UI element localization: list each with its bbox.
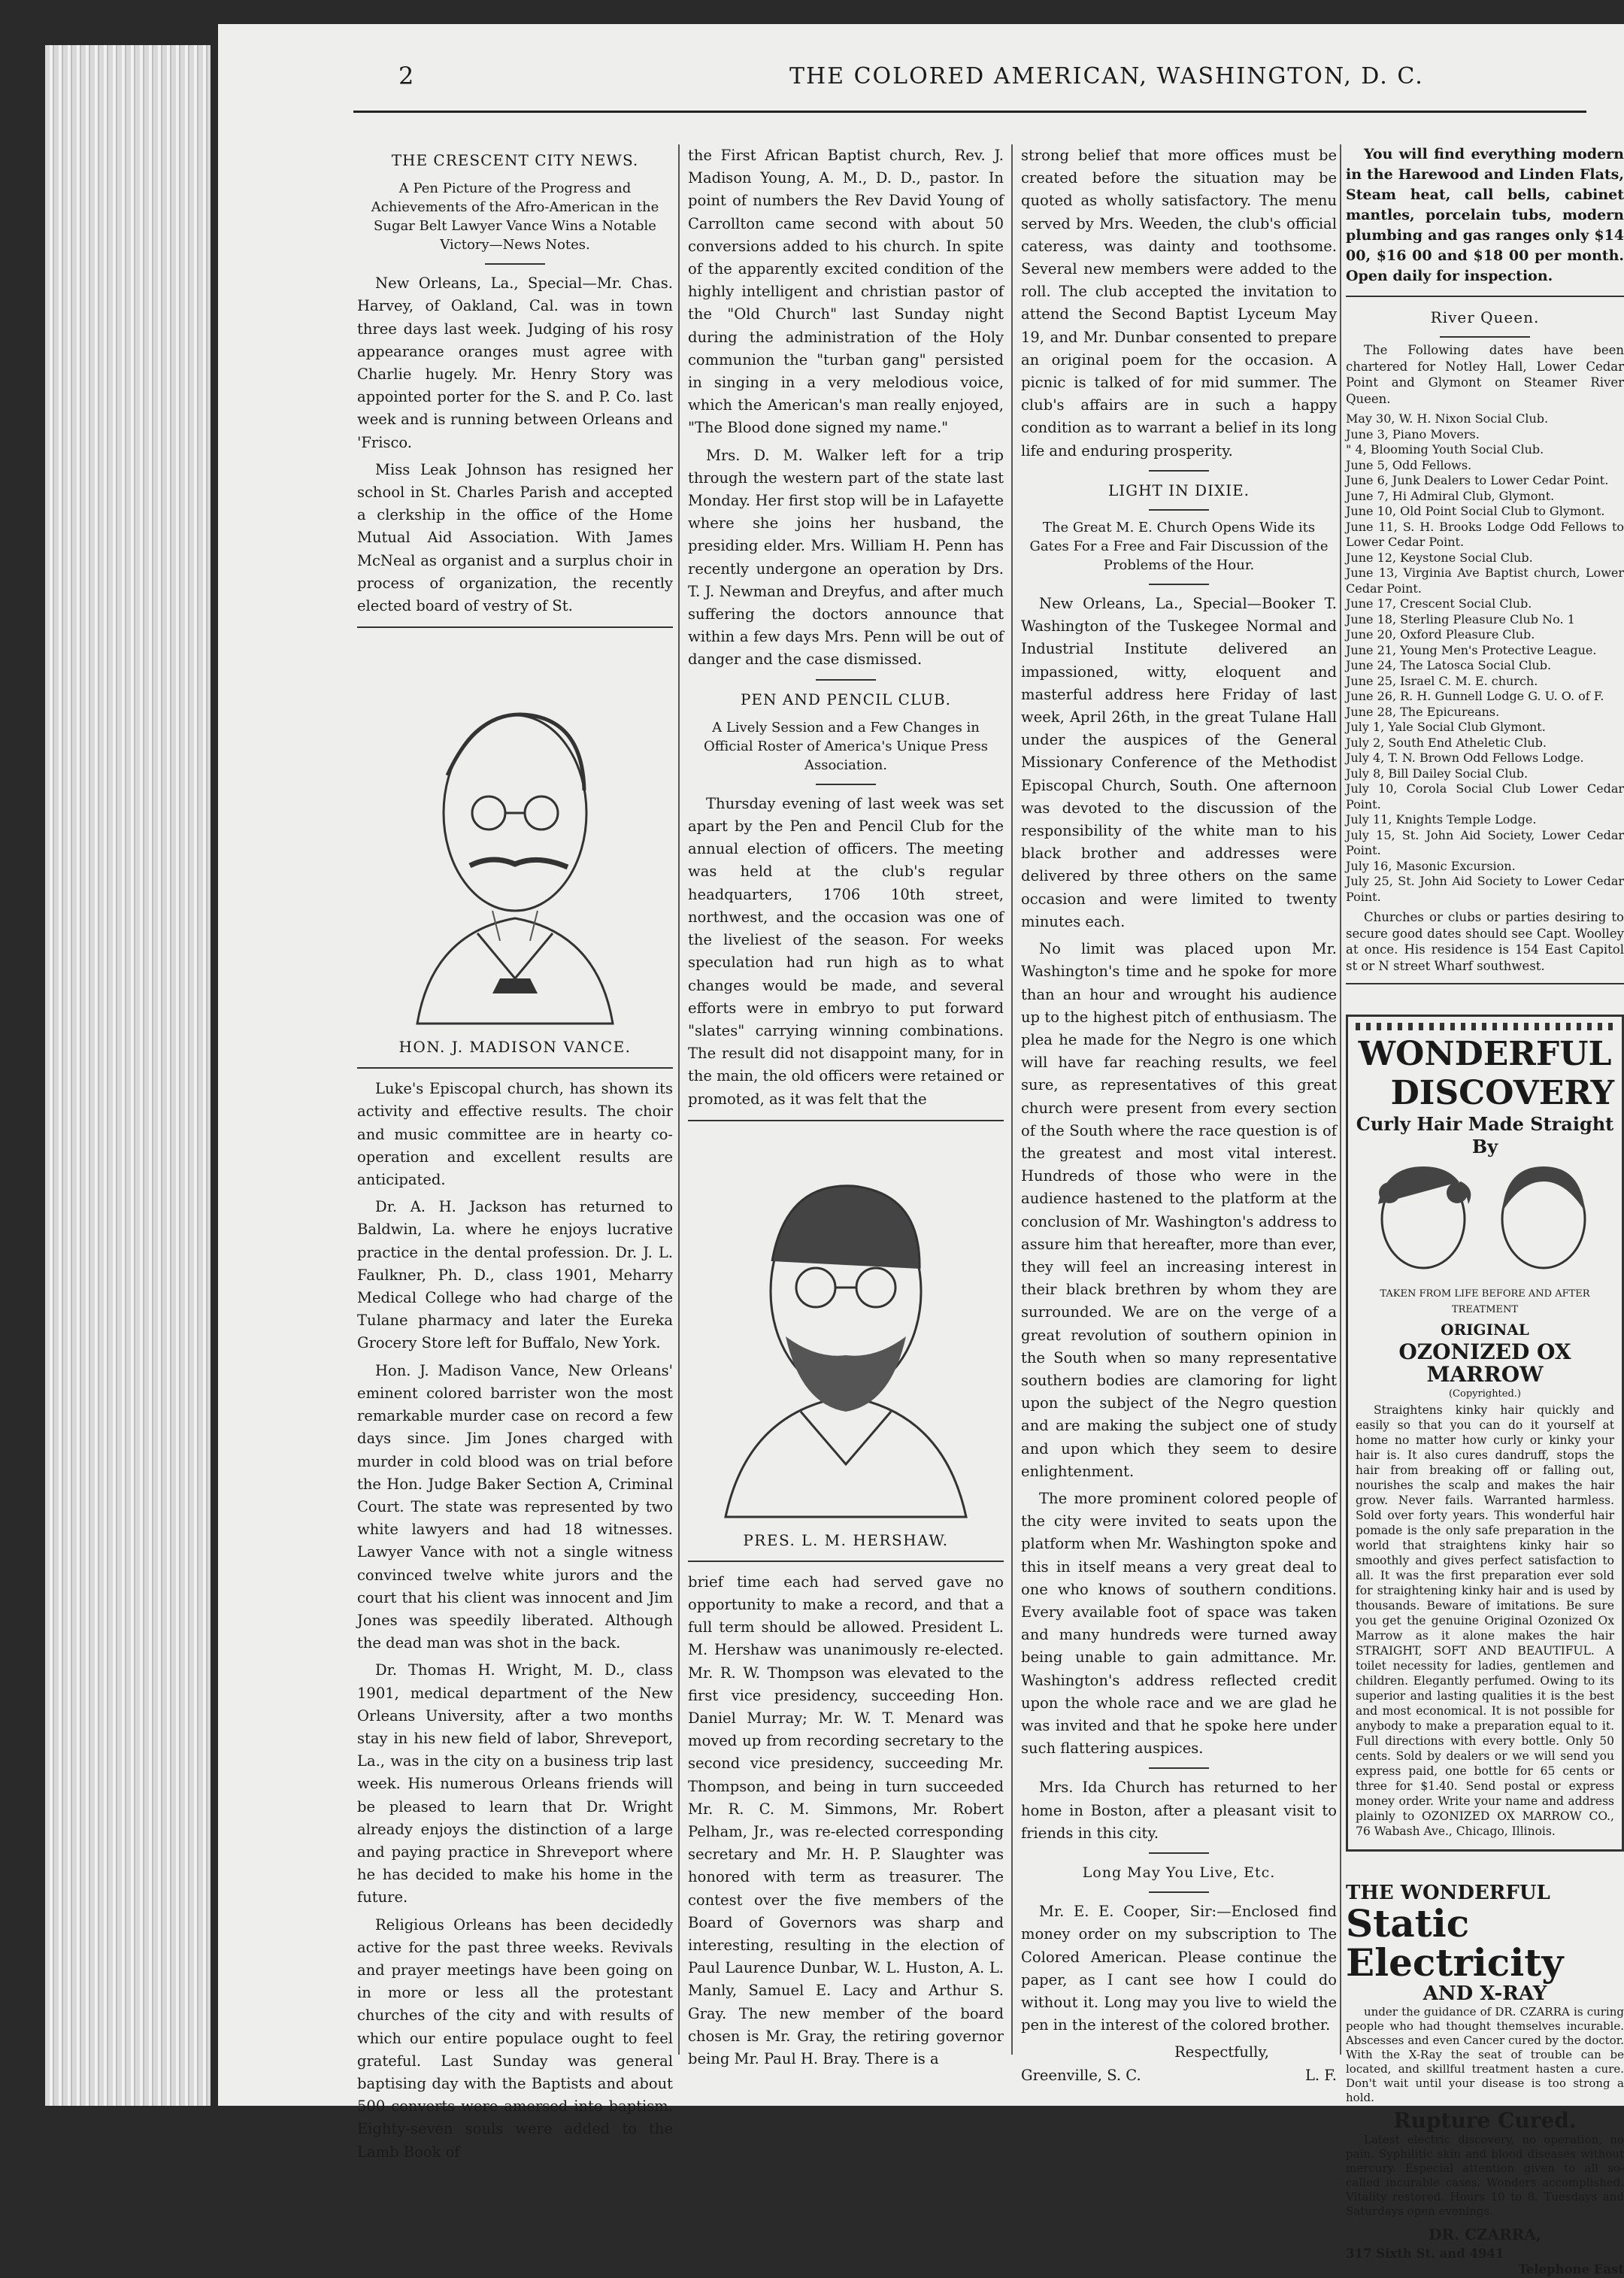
paragraph: the First African Baptist church, Rev. J. Madison Young, A. M., D. D., pastor. In point of numbers the Rev David Young of Carrollton came second with about 50 conversions added to his church. In spite of the apparently excited condition of the highly intelligent and christian pastor of the "Old Church" last Sunday night during the administration of the Holy communion the "turban gang" persisted in singing in a very melodious voice, which the American's man really enjoyed, "The Blood done signed my name." [688, 147, 1004, 437]
river-date-item: June 21, Young Men's Protective League. [1346, 642, 1597, 657]
paragraph: Religious Orleans has been decidedly active for the past three weeks. Revivals and prayer meetings have been going on in more or less all the protestant churches of the city and with results of which our entire populace ought to feel grateful. Last Sunday was general baptising day with the Baptists and about 500 converts were amersed into baptism. Eighty-seven souls were added to the Lamb Book of [357, 1916, 673, 2161]
river-date-item: May 30, W. H. Nixon Social Club. [1346, 411, 1549, 426]
river-date-item: June 12, Keystone Social Club. [1346, 550, 1533, 565]
paragraph: New Orleans, La., Special—Mr. Chas. Harvey, of Oakland, Cal. was in town three days last week. Judging of his rosy appearance oranges must agree with Charlie hugely. Mr. Henry Story was appointed porter for the S. and P. Co. last week and is running between Orleans and 'Frisco. [357, 275, 673, 451]
masthead: THE COLORED AMERICAN, WASHINGTON, D. C. [789, 63, 1424, 89]
column-2 [688, 144, 1004, 2075]
river-date-item: June 24, The Latosca Social Club. [1346, 658, 1552, 673]
column-4-ads [1346, 144, 1624, 2278]
paragraph: Mr. E. E. Cooper, Sir:—Enclosed find money order on my subscription to The Colored American. Please continue the paper, as I cant see how I could do without it. Long may you live to wield the pen in the interest of the colored brother. [1021, 1903, 1337, 2034]
divider [688, 1561, 1004, 1562]
ox-marrow-ad [1346, 1015, 1624, 1852]
divider [1149, 584, 1209, 585]
river-date-item: June 6, Junk Dealers to Lower Cedar Point. [1346, 473, 1609, 488]
column-rule [678, 144, 680, 2055]
ad-telephone: Telephone East [1518, 2262, 1624, 2277]
ad-border [1356, 1023, 1614, 1030]
article-deck: A Pen Picture of the Progress and Achievements of the Afro-American in the Sugar Belt Lawyer Vance Wins a Notable Victory—News Notes. [371, 180, 659, 253]
paragraph: strong belief that more offices must be created before the situation may be quoted as wholly satisfactory. The menu served by Mrs. Weeden, the club's official cateress, was dainty and toothsome. Several new members were added to the roll. The club accepted the invitation to attend the Second Baptist Lyceum May 19, and Mr. Dunbar consented to prepare an original poem for the occasion. A picnic is talked of for mid summer. The club's affairs are in such a happy condition as to warrant a belief in its long life and enduring prosperity. [1021, 147, 1337, 460]
divider [357, 626, 673, 628]
divider [816, 784, 876, 785]
river-date-item: July 11, Knights Temple Lodge. [1346, 812, 1537, 827]
static-electricity-ad [1346, 1882, 1624, 2278]
ad-original: ORIGINAL [1441, 1320, 1529, 1339]
ad-headline: Static Electricity [1346, 1901, 1564, 1985]
paragraph: Hon. J. Madison Vance, New Orleans' eminent colored barrister won the most remarkable murder case on record a few days since. Jim Jones charged with murder in cold blood was on trial before the Hon. Judge Baker Section A, Criminal Court. The state was represented by two white lawyers and had 18 witnesses. Lawyer Vance with not a single witness convinced twelve white jurors and the court that his client was innocent and Jim Jones was speedily liberated. Although the dead man was shot in the back. [357, 1361, 673, 1652]
divider [1149, 1852, 1209, 1854]
river-date-item: July 25, St. John Aid Society to Lower Cedar Point. [1346, 874, 1624, 904]
river-date-item: June 13, Virginia Ave Baptist church, Lower Cedar Point. [1346, 566, 1624, 596]
river-date-item: " 4, Blooming Youth Social Club. [1346, 442, 1544, 457]
book-page-edges [45, 45, 211, 2106]
river-date-item: June 7, Hi Admiral Club, Glymont. [1346, 488, 1555, 503]
ad-subhead: Curly Hair Made Straight By [1356, 1113, 1614, 1158]
paragraph: Miss Leak Johnson has resigned her school in St. Charles Parish and accepted a clerkship in the office of the Home Mutual Aid Association. With James McNeal as organist and a surplus choir in process of organization, the recently elected board of vestry of St. [357, 460, 673, 615]
paragraph: Luke's Episcopal church, has shown its activity and effective results. The choir and music committee are in hearty co-operation and excellent results are anticipated. [357, 1080, 673, 1189]
river-date-item: July 8, Bill Dailey Social Club. [1346, 766, 1529, 781]
river-queen-dates [1346, 411, 1624, 905]
ad-product: OZONIZED OX MARROW [1398, 1339, 1571, 1388]
article-deck: The Great M. E. Church Opens Wide its Gates For a Free and Fair Discussion of the Problems of the Hour. [1029, 520, 1329, 574]
paragraph: Mrs. D. M. Walker left for a trip through the western part of the state last Monday. Her first stop will be in Lafayette where she joins her husband, the presiding elder. Mrs. William H. Penn has recently undergone an operation by Drs. T. J. Newman and Dreyfus, and after much suffering the doctors announce that within a few days Mrs. Penn will be out of danger and the case dismissed. [688, 446, 1004, 669]
divider [816, 679, 876, 681]
paragraph: Thursday evening of last week was set apart by the Pen and Pencil Club for the annual election of officers. The meeting was held at the club's regular headquarters, 1706 10th street, northwest, and the occasion was one of the liveliest of the season. For weeks speculation had run high as to what changes would be made, and several efforts were in embryo to put forward "slates" carrying winning combinations. The result did not disappoint many, for in the main, the old officers were retained or promoted, as it was felt that the [688, 794, 1004, 1108]
letter-initials: L. F. [1304, 2066, 1337, 2084]
ad-body: Straightens kinky hair quickly and easily so that you can do it yourself at home no matter how curly or kinky your hair is. It also cures dandruff, stops the hair from breaking off or falling out, nourishes the scalp and makes the hair grow. Never fails. Warranted harmless. Sold over forty years. This wonderful hair pomade is the only safe preparation in the world that straightens kinky hair so smoothly and gives perfect satisfaction to all. It was the first preparation ever sold for straightening kinky hair and is used by thousands. Beware of imitations. Be sure you get the genuine Original Ozonized Ox Marrow as it alone makes the hair STRAIGHT, SOFT AND BEAUTIFUL. A toilet necessity for ladies, gentlemen and children. Elegantly perfumed. Owing to its superior and lasting qualities it is the best and most economical. It is not possible for anybody to make a preparation equal to it. Full directions with every bottle. Only 50 cents. Sold by dealers or we will send you express paid, one bottle for 65 cents or three for $1.40. Send postal or express money order. Write your name and address plainly to OZONIZED OX MARROW CO., 76 Wabash Ave., Chicago, Illinois. [1356, 1403, 1614, 1838]
river-date-item: June 25, Israel C. M. E. church. [1346, 673, 1538, 688]
river-date-item: June 20, Oxford Pleasure Club. [1346, 627, 1535, 642]
ad-body: under the guidance of DR. CZARRA is curing people who had thought themselves incurable. Abscesses and even Cancer cured by the doctor. With the X-Ray the seat of trouble can be located, and skillful treatment hasten a cure. Don't wait until your disease is too strong a hold. [1346, 2005, 1624, 2105]
article-deck: A Lively Session and a Few Changes in Official Roster of America's Unique Press Association. [703, 719, 989, 773]
river-date-item: June 3, Piano Movers. [1346, 426, 1480, 441]
before-after-illustration [1356, 1159, 1611, 1279]
ad-address: 317 Sixth St. and 4941 [1346, 2246, 1504, 2261]
paragraph: The more prominent colored people of the city were invited to seats upon the platform when Mr. Washington spoke and this in itself means a very great deal to one who knows of southern conditions. Every available foot of space was taken and many hundreds were turned away being unable to gain admittance. Mr. Washington's address reflected credit upon the whole race and we are glad he was invited and that he spoke here under such flattering auspices. [1021, 1489, 1337, 1758]
paragraph: brief time each had served gave no opportunity to make a record, and that a full term should be allowed. President L. M. Hershaw was unanimously re-elected. Mr. R. W. Thompson was elevated to the first vice presidency, succeeding Hon. Daniel Murray; Mr. W. T. Menard was moved up from recording secretary to the second vice presidency, succeeding Mr. Thompson, and being in turn succeeded Mr. R. C. M. Simmons, Mr. Robert Pelham, Jr., was re-elected corresponding secretary and Mr. H. P. Slaughter was honored with term as treasurer. The contest over the five members of the Board of Governors was sharp and interesting, resulting in the election of Paul Laurence Dunbar, W. L. Huston, A. L. Manly, Samuel E. Lacy and Arthur S. Gray. The new member of the board chosen is Mr. Gray, the retiring governor being Mr. Paul H. Bray. There is a [688, 1573, 1004, 2067]
river-date-item: June 28, The Epicureans. [1346, 704, 1500, 719]
river-date-item: July 2, South End Atheletic Club. [1346, 735, 1547, 750]
river-date-item: July 16, Masonic Excursion. [1346, 858, 1516, 873]
paragraph: No limit was placed upon Mr. Washington's time and he spoke for more than an hour and wrought his audience up to the highest pitch of enthusiasm. The plea he made for the Negro is one which will have far reaching results, we feel sure, as representatives of this great church were present from every section of the South where the race question is of the greatest and most vital interest. Hundreds of those who were in the audience hastened to the platform at the conclusion of Mr. Washington's address to assure him that hereafter, more than ever, they will feel an increasing interest in their black brethren by whom they are surrounded. We are on the verge of a great revolution of southern opinion in the South when so many representative southern bodies are clamoring for light upon the subject of the Negro question and are making the subject one of study and upon which they seem to desire enlightenment. [1021, 940, 1337, 1480]
river-queen-footer: Churches or clubs or parties desiring to secure good dates should see Capt. Woolley at once. His residence is 154 East Capitol st or N street Wharf southwest. [1346, 910, 1624, 973]
column-rule [1011, 144, 1013, 2055]
divider [1149, 1891, 1209, 1893]
divider [485, 263, 545, 265]
ad-copyright: (Copyrighted.) [1448, 1388, 1522, 1400]
newspaper-page [218, 24, 1624, 2277]
portrait-hershaw [688, 1130, 1004, 1552]
ad-headline: DISCOVERY [1390, 1074, 1614, 1113]
ad-subhead: AND X-RAY [1423, 1982, 1547, 2006]
river-queen-intro: The Following dates have been chartered for Notley Hall, Lower Cedar Point and Glymont on Steamer River Queen. [1346, 343, 1624, 406]
ad-headline: WONDERFUL [1358, 1035, 1612, 1074]
ad-body: Latest electric discovery, no operation, no pain. Syphilitic skin and blood diseases without mercury. Especial attention given to all so-called incurable cases. Wonders accomplished. Vitality restored. Hours 10 to 8. Tuesdays and Saturdays open evenings. [1346, 2132, 1624, 2218]
portrait-vance-illustration [387, 663, 643, 1031]
paragraph: New Orleans, La., Special—Booker T. Washington of the Tuskegee Normal and Industrial Institute delivered an impassioned, witty, eloquent and masterful address here Friday of last week, April 26th, in the great Tulane Hall under the auspices of the General Missionary Conference of the Methodist Episcopal Church, South. One afternoon was devoted to the discussion of the responsibility of the white man to his black brother and addresses were delivered by three others on the same occasion and were limited to twenty minutes each. [1021, 595, 1337, 930]
river-date-item: June 11, S. H. Brooks Lodge Odd Fellows to Lower Cedar Point. [1346, 519, 1624, 550]
letter-closing: Respectfully, [1174, 2043, 1269, 2061]
article-title: THE CRESCENT CITY NEWS. [391, 151, 639, 169]
divider [1346, 983, 1624, 984]
ad-rupture: Rupture Cured. [1393, 2108, 1577, 2134]
column-rule [1340, 144, 1341, 2055]
divider [1149, 509, 1209, 511]
divider [1149, 1767, 1209, 1769]
river-date-item: June 5, Odd Fellows. [1346, 457, 1472, 472]
ad-doctor: DR. CZARRA, [1429, 2225, 1541, 2243]
column-3 [1021, 144, 1337, 2087]
divider [1440, 336, 1530, 338]
divider [688, 1120, 1004, 1121]
paragraph: Dr. Thomas H. Wright, M. D., class 1901, medical department of the New Orleans University, after a two months stay in his new field of labor, Shreveport, La., was in the city on a business trip last week. His numerous Orleans friends will be pleased to learn that Dr. Wright already enjoys the distinction of a large and paying practice in Shreveport where he has decided to make his home in the future. [357, 1661, 673, 1906]
river-date-item: June 18, Sterling Pleasure Club No. 1 [1346, 611, 1575, 626]
column-1 [357, 144, 673, 2168]
river-date-item: July 1, Yale Social Club Glymont. [1346, 720, 1546, 735]
article-title: LIGHT IN DIXIE. [1107, 481, 1250, 499]
ad-headline: THE WONDERFUL [1346, 1881, 1550, 1904]
divider [1346, 296, 1624, 297]
river-date-item: June 17, Crescent Social Club. [1346, 596, 1532, 611]
river-date-item: July 15, St. John Aid Society, Lower Cedar Point. [1346, 827, 1624, 858]
river-queen-title: River Queen. [1430, 308, 1540, 326]
ad-caption: TAKEN FROM LIFE BEFORE AND AFTER TREATMENT [1380, 1288, 1590, 1316]
portrait-caption: PRES. L. M. HERSHAW. [743, 1530, 949, 1549]
paragraph: Dr. A. H. Jackson has returned to Baldwin, La. where he enjoys lucrative practice in the dental profession. Dr. J. L. Faulkner, Ph. D., class 1901, Meharry Medical College who had charge of the Tulane pharmacy and later the Eureka Grocery Store left for Buffalo, New York. [357, 1198, 673, 1352]
portrait-vance [357, 637, 673, 1058]
letter-place: Greenville, S. C. [1021, 2066, 1141, 2084]
portrait-caption: HON. J. MADISON VANCE. [398, 1038, 632, 1057]
article-title: PEN AND PENCIL CLUB. [740, 690, 952, 708]
river-date-item: June 26, R. H. Gunnell Lodge G. U. O. of F. [1346, 689, 1604, 704]
flats-ad: You will find everything modern in the Harewood and Linden Flats, Steam heat, call bells, cabinet mantles, porcelain tubs, modern plumbing and gas ranges only $14 00, $16 00 and $18 00 per month. Open daily for inspection. [1346, 146, 1624, 284]
divider [1149, 470, 1209, 472]
page-number: 2 [398, 62, 414, 90]
letter-title: Long May You Live, Etc. [1082, 1864, 1276, 1882]
river-date-item: June 10, Old Point Social Club to Glymont. [1346, 504, 1605, 519]
river-date-item: July 10, Corola Social Club Lower Cedar Point. [1346, 781, 1624, 811]
portrait-hershaw-illustration [710, 1148, 981, 1524]
paragraph: Mrs. Ida Church has returned to her home in Boston, after a pleasant visit to friends in this city. [1021, 1779, 1337, 1842]
divider [357, 1067, 673, 1069]
river-date-item: July 4, T. N. Brown Odd Fellows Lodge. [1346, 751, 1584, 766]
